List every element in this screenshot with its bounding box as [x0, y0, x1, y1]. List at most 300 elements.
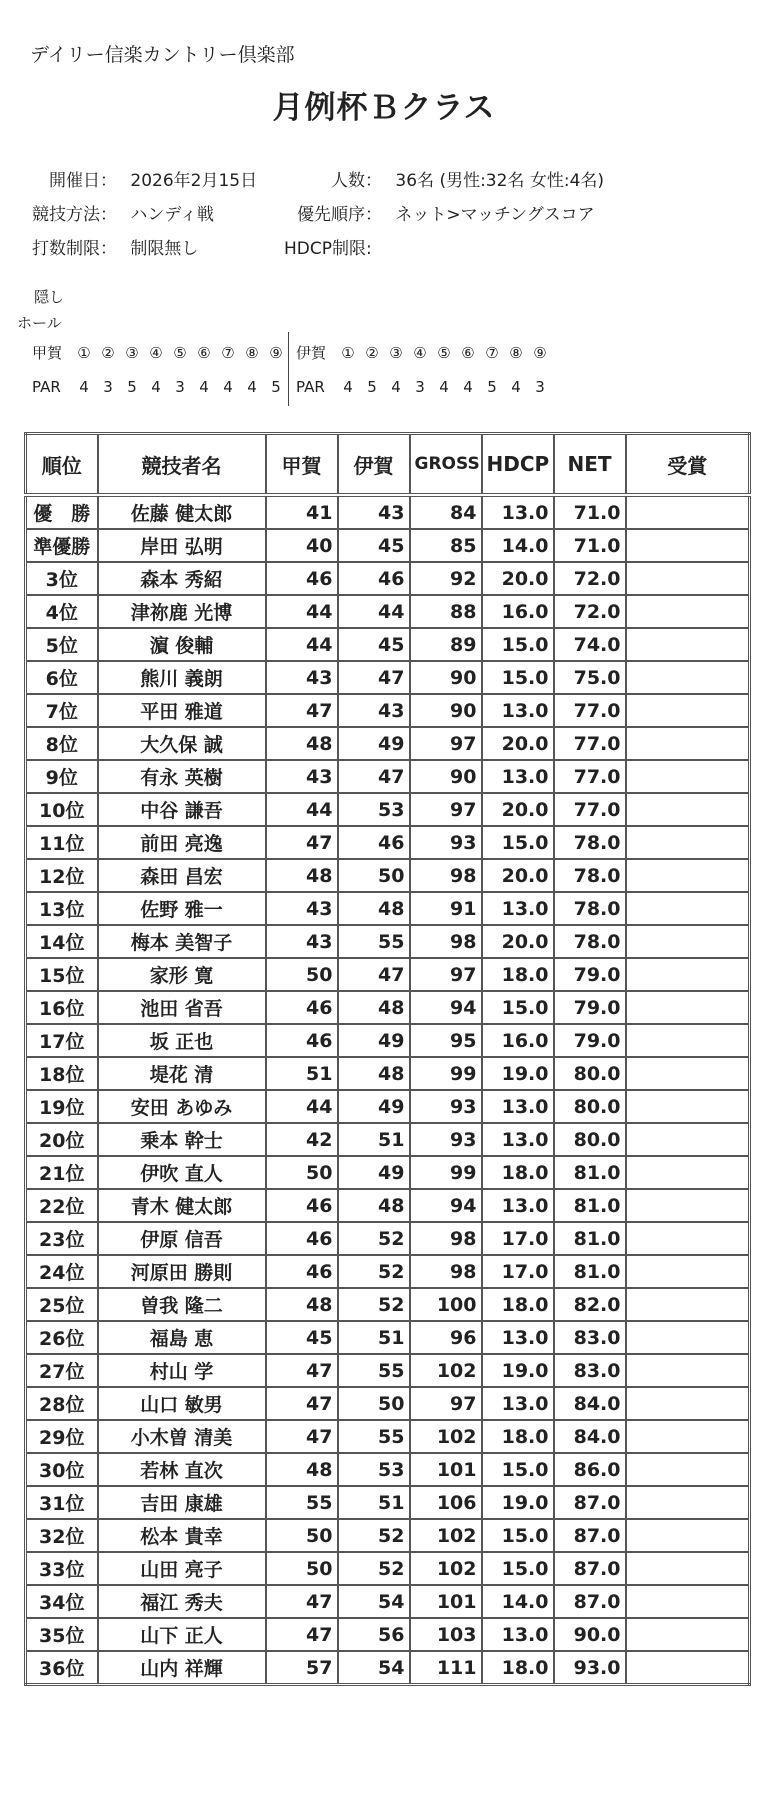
net-cell: 78.0 — [554, 892, 626, 925]
hole-cell: 5 — [271, 378, 281, 396]
award-cell — [626, 892, 750, 925]
award-cell — [626, 529, 750, 562]
in-score-cell: 48 — [338, 1189, 410, 1222]
name-cell: 吉田 康雄 — [98, 1486, 266, 1519]
in-score-cell: 51 — [338, 1123, 410, 1156]
net-cell: 81.0 — [554, 1255, 626, 1288]
par-label: PAR — [32, 378, 61, 396]
out-score-cell: 48 — [266, 727, 338, 760]
gross-cell: 98 — [410, 859, 482, 892]
net-cell: 71.0 — [554, 529, 626, 562]
hole-cell: ① — [341, 344, 355, 362]
net-cell: 87.0 — [554, 1486, 626, 1519]
header-out: 甲賀 — [266, 434, 338, 496]
header-rank: 順位 — [26, 434, 98, 496]
name-cell: 福島 恵 — [98, 1321, 266, 1354]
hole-cell: ⑥ — [197, 344, 211, 362]
in-score-cell: 52 — [338, 1255, 410, 1288]
in-score-cell: 51 — [338, 1486, 410, 1519]
rank-cell: 32位 — [26, 1519, 98, 1552]
rank-cell: 28位 — [26, 1387, 98, 1420]
award-cell — [626, 1585, 750, 1618]
net-cell: 80.0 — [554, 1057, 626, 1090]
gross-cell: 85 — [410, 529, 482, 562]
in-course-name: 伊賀 — [296, 344, 327, 362]
info-hdcp-limit — [284, 234, 372, 259]
in-score-cell: 51 — [338, 1321, 410, 1354]
hole-cell: 4 — [439, 378, 449, 396]
gross-cell: 92 — [410, 562, 482, 595]
results-table — [24, 432, 751, 1686]
net-cell: 79.0 — [554, 1024, 626, 1057]
award-cell — [626, 1090, 750, 1123]
table-row — [26, 1156, 750, 1189]
name-cell: 熊川 義朗 — [98, 661, 266, 694]
hole-cell: 4 — [343, 378, 353, 396]
rank-cell: 33位 — [26, 1552, 98, 1585]
table-row — [26, 1321, 750, 1354]
hdcp-cell: 13.0 — [482, 760, 554, 793]
table-row — [26, 1387, 750, 1420]
hdcp-cell: 13.0 — [482, 1618, 554, 1651]
net-cell: 78.0 — [554, 859, 626, 892]
out-score-cell: 48 — [266, 859, 338, 892]
hole-cell: 3 — [175, 378, 185, 396]
gross-cell: 93 — [410, 826, 482, 859]
method-value: ハンディ戦 — [130, 205, 215, 225]
table-row — [26, 495, 750, 529]
rank-cell: 22位 — [26, 1189, 98, 1222]
out-score-cell: 44 — [266, 1090, 338, 1123]
name-cell: 松本 貴幸 — [98, 1519, 266, 1552]
gross-cell: 93 — [410, 1090, 482, 1123]
rank-cell: 30位 — [26, 1453, 98, 1486]
in-score-cell: 49 — [338, 1156, 410, 1189]
in-score-cell: 45 — [338, 628, 410, 661]
hole-cell: ⑧ — [245, 344, 259, 362]
hole-cell: ⑦ — [485, 344, 499, 362]
rank-cell: 6位 — [26, 661, 98, 694]
rank-cell: 18位 — [26, 1057, 98, 1090]
gross-cell: 97 — [410, 727, 482, 760]
gross-cell: 101 — [410, 1585, 482, 1618]
out-score-cell: 47 — [266, 1354, 338, 1387]
hdcp-cell: 20.0 — [482, 859, 554, 892]
net-cell: 84.0 — [554, 1420, 626, 1453]
name-cell: 平田 雅道 — [98, 694, 266, 727]
hdcp-cell: 19.0 — [482, 1057, 554, 1090]
rank-cell: 34位 — [26, 1585, 98, 1618]
name-cell: 中谷 謙吾 — [98, 793, 266, 826]
award-cell — [626, 1024, 750, 1057]
out-score-cell: 50 — [266, 1552, 338, 1585]
hole-cell: ④ — [149, 344, 163, 362]
award-cell — [626, 1453, 750, 1486]
course-divider — [288, 332, 289, 406]
table-row — [26, 1651, 750, 1685]
in-score-cell: 52 — [338, 1519, 410, 1552]
limit-value: 制限無し — [130, 239, 199, 259]
out-score-cell: 51 — [266, 1057, 338, 1090]
name-cell: 曽我 隆二 — [98, 1288, 266, 1321]
gross-cell: 106 — [410, 1486, 482, 1519]
table-row — [26, 1288, 750, 1321]
hdcp-cell: 14.0 — [482, 1585, 554, 1618]
info-priority — [282, 200, 595, 225]
award-cell — [626, 1057, 750, 1090]
rank-cell: 9位 — [26, 760, 98, 793]
limit-label: 打数制限： — [32, 239, 117, 259]
out-score-cell: 42 — [266, 1123, 338, 1156]
net-cell: 81.0 — [554, 1189, 626, 1222]
name-cell: 坂 正也 — [98, 1024, 266, 1057]
name-cell: 池田 省吾 — [98, 991, 266, 1024]
table-row — [26, 892, 750, 925]
out-score-cell: 43 — [266, 925, 338, 958]
hdcp-cell: 13.0 — [482, 1123, 554, 1156]
name-cell: 佐野 雅一 — [98, 892, 266, 925]
hole-cell: 3 — [103, 378, 113, 396]
out-score-cell: 48 — [266, 1453, 338, 1486]
out-score-cell: 45 — [266, 1321, 338, 1354]
hdcp-cell: 18.0 — [482, 1288, 554, 1321]
rank-cell: 21位 — [26, 1156, 98, 1189]
out-score-cell: 47 — [266, 694, 338, 727]
out-score-cell: 47 — [266, 826, 338, 859]
table-row — [26, 727, 750, 760]
award-cell — [626, 727, 750, 760]
hdcp-cell: 16.0 — [482, 595, 554, 628]
table-row — [26, 694, 750, 727]
info-count — [282, 166, 604, 191]
award-cell — [626, 826, 750, 859]
par-label-in: PAR — [296, 378, 325, 396]
in-score-cell: 43 — [338, 694, 410, 727]
par-row-in — [296, 378, 552, 396]
hdcp-cell: 16.0 — [482, 1024, 554, 1057]
rank-cell: 27位 — [26, 1354, 98, 1387]
table-row — [26, 859, 750, 892]
name-cell: 岸田 弘明 — [98, 529, 266, 562]
gross-cell: 102 — [410, 1552, 482, 1585]
rank-cell: 36位 — [26, 1651, 98, 1685]
table-row — [26, 826, 750, 859]
in-score-cell: 50 — [338, 859, 410, 892]
out-score-cell: 50 — [266, 1156, 338, 1189]
table-row — [26, 1618, 750, 1651]
hole-cell: ⑧ — [509, 344, 523, 362]
rank-cell: 4位 — [26, 595, 98, 628]
net-cell: 77.0 — [554, 694, 626, 727]
method-label: 競技方法： — [32, 205, 117, 225]
hole-cell: ⑨ — [533, 344, 547, 362]
out-score-cell: 50 — [266, 958, 338, 991]
hole-cell: 5 — [127, 378, 137, 396]
rank-cell: 14位 — [26, 925, 98, 958]
name-cell: 福江 秀夫 — [98, 1585, 266, 1618]
award-cell — [626, 1321, 750, 1354]
rank-cell: 17位 — [26, 1024, 98, 1057]
out-score-cell: 46 — [266, 1024, 338, 1057]
gross-cell: 94 — [410, 991, 482, 1024]
in-score-cell: 52 — [338, 1222, 410, 1255]
award-cell — [626, 1156, 750, 1189]
in-score-cell: 54 — [338, 1585, 410, 1618]
hole-cell: ① — [77, 344, 91, 362]
net-cell: 87.0 — [554, 1552, 626, 1585]
hole-cell: ③ — [125, 344, 139, 362]
in-score-cell: 48 — [338, 892, 410, 925]
gross-cell: 98 — [410, 925, 482, 958]
table-row — [26, 562, 750, 595]
net-cell: 81.0 — [554, 1156, 626, 1189]
in-score-cell: 49 — [338, 1090, 410, 1123]
hole-cell: 5 — [367, 378, 377, 396]
award-cell — [626, 958, 750, 991]
name-cell: 伊原 信吾 — [98, 1222, 266, 1255]
in-score-cell: 49 — [338, 727, 410, 760]
in-score-cell: 52 — [338, 1288, 410, 1321]
name-cell: 河原田 勝則 — [98, 1255, 266, 1288]
hdcp-cell: 14.0 — [482, 529, 554, 562]
award-cell — [626, 1123, 750, 1156]
table-row — [26, 958, 750, 991]
hole-cell: 4 — [79, 378, 89, 396]
net-cell: 80.0 — [554, 1090, 626, 1123]
name-cell: 山田 亮子 — [98, 1552, 266, 1585]
out-score-cell: 55 — [266, 1486, 338, 1519]
hole-cell: ⑥ — [461, 344, 475, 362]
date-label: 開催日： — [49, 171, 117, 191]
gross-cell: 90 — [410, 661, 482, 694]
hole-cell: 4 — [199, 378, 209, 396]
name-cell: 山下 正人 — [98, 1618, 266, 1651]
hidden-holes-label-1: 隠し — [34, 288, 65, 306]
award-cell — [626, 991, 750, 1024]
hdcp-cell: 15.0 — [482, 1552, 554, 1585]
hdcp-cell: 18.0 — [482, 1420, 554, 1453]
net-cell: 90.0 — [554, 1618, 626, 1651]
out-score-cell: 46 — [266, 991, 338, 1024]
award-cell — [626, 1288, 750, 1321]
hole-cell: ② — [101, 344, 115, 362]
award-cell — [626, 628, 750, 661]
in-score-cell: 55 — [338, 1354, 410, 1387]
award-cell — [626, 1189, 750, 1222]
hole-cell: 4 — [247, 378, 257, 396]
out-score-cell: 47 — [266, 1387, 338, 1420]
gross-cell: 98 — [410, 1222, 482, 1255]
hole-cell: ⑤ — [173, 344, 187, 362]
header-award: 受賞 — [626, 434, 750, 496]
gross-cell: 100 — [410, 1288, 482, 1321]
gross-cell: 93 — [410, 1123, 482, 1156]
net-cell: 93.0 — [554, 1651, 626, 1685]
award-cell — [626, 694, 750, 727]
net-cell: 83.0 — [554, 1354, 626, 1387]
table-row — [26, 793, 750, 826]
hole-cell: 4 — [151, 378, 161, 396]
club-name: デイリー信楽カントリー倶楽部 — [30, 44, 295, 66]
out-score-cell: 46 — [266, 562, 338, 595]
hdcp-cell: 17.0 — [482, 1255, 554, 1288]
gross-cell: 102 — [410, 1420, 482, 1453]
out-score-cell: 43 — [266, 760, 338, 793]
out-score-cell: 40 — [266, 529, 338, 562]
out-score-cell: 57 — [266, 1651, 338, 1685]
name-cell: 濵 俊輔 — [98, 628, 266, 661]
info-limit — [24, 234, 198, 259]
out-score-cell: 43 — [266, 661, 338, 694]
gross-cell: 97 — [410, 958, 482, 991]
award-cell — [626, 562, 750, 595]
table-row — [26, 925, 750, 958]
net-cell: 83.0 — [554, 1321, 626, 1354]
name-cell: 佐藤 健太郎 — [98, 495, 266, 529]
table-row — [26, 1189, 750, 1222]
hdcp-cell: 19.0 — [482, 1486, 554, 1519]
hdcp-cell: 15.0 — [482, 628, 554, 661]
name-cell: 村山 学 — [98, 1354, 266, 1387]
header-net: NET — [554, 434, 626, 496]
net-cell: 82.0 — [554, 1288, 626, 1321]
award-cell — [626, 661, 750, 694]
award-cell — [626, 1387, 750, 1420]
hdcp-cell: 17.0 — [482, 1222, 554, 1255]
table-row — [26, 628, 750, 661]
rank-cell: 26位 — [26, 1321, 98, 1354]
gross-cell: 90 — [410, 760, 482, 793]
hdcp-cell: 13.0 — [482, 892, 554, 925]
rank-cell: 10位 — [26, 793, 98, 826]
award-cell — [626, 1552, 750, 1585]
rank-cell: 15位 — [26, 958, 98, 991]
out-score-cell: 47 — [266, 1585, 338, 1618]
gross-cell: 95 — [410, 1024, 482, 1057]
hdcp-cell: 13.0 — [482, 694, 554, 727]
rank-cell: 11位 — [26, 826, 98, 859]
table-row — [26, 760, 750, 793]
net-cell: 79.0 — [554, 958, 626, 991]
hdcp-cell: 15.0 — [482, 1519, 554, 1552]
table-row — [26, 1090, 750, 1123]
hdcp-cell: 18.0 — [482, 1156, 554, 1189]
hole-cell: 4 — [223, 378, 233, 396]
count-label: 人数： — [331, 171, 382, 191]
hole-cell: 5 — [487, 378, 497, 396]
in-score-cell: 45 — [338, 529, 410, 562]
header-in: 伊賀 — [338, 434, 410, 496]
name-cell: 山口 敏男 — [98, 1387, 266, 1420]
out-score-cell: 47 — [266, 1420, 338, 1453]
rank-cell: 7位 — [26, 694, 98, 727]
out-score-cell: 47 — [266, 1618, 338, 1651]
name-cell: 森本 秀紹 — [98, 562, 266, 595]
hole-cell: ④ — [413, 344, 427, 362]
in-score-cell: 48 — [338, 1057, 410, 1090]
in-score-cell: 54 — [338, 1651, 410, 1685]
gross-cell: 91 — [410, 892, 482, 925]
hdcp-cell: 13.0 — [482, 495, 554, 529]
in-score-cell: 55 — [338, 1420, 410, 1453]
award-cell — [626, 1618, 750, 1651]
table-row — [26, 661, 750, 694]
info-method — [24, 200, 214, 225]
hdcp-cell: 19.0 — [482, 1354, 554, 1387]
name-cell: 安田 あゆみ — [98, 1090, 266, 1123]
gross-cell: 103 — [410, 1618, 482, 1651]
rank-cell: 20位 — [26, 1123, 98, 1156]
hdcp-cell: 20.0 — [482, 925, 554, 958]
page-title: 月例杯Ｂクラス — [272, 90, 496, 126]
gross-cell: 88 — [410, 595, 482, 628]
rank-cell: 25位 — [26, 1288, 98, 1321]
par-row — [32, 378, 288, 396]
in-score-cell: 47 — [338, 760, 410, 793]
name-cell: 有永 英樹 — [98, 760, 266, 793]
table-row — [26, 1354, 750, 1387]
rank-cell: 23位 — [26, 1222, 98, 1255]
award-cell — [626, 495, 750, 529]
priority-label: 優先順序： — [297, 205, 382, 225]
hdcp-cell: 13.0 — [482, 1387, 554, 1420]
in-score-cell: 47 — [338, 958, 410, 991]
table-row — [26, 595, 750, 628]
name-cell: 小木曽 清美 — [98, 1420, 266, 1453]
award-cell — [626, 1651, 750, 1685]
net-cell: 74.0 — [554, 628, 626, 661]
hole-number-row-in — [296, 342, 552, 363]
in-score-cell: 47 — [338, 661, 410, 694]
hdcp-cell: 15.0 — [482, 991, 554, 1024]
gross-cell: 97 — [410, 793, 482, 826]
net-cell: 79.0 — [554, 991, 626, 1024]
hdcp-cell: 20.0 — [482, 562, 554, 595]
table-row — [26, 1585, 750, 1618]
award-cell — [626, 1255, 750, 1288]
name-cell: 森田 昌宏 — [98, 859, 266, 892]
award-cell — [626, 793, 750, 826]
gross-cell: 99 — [410, 1057, 482, 1090]
hidden-holes-label-2: ホール — [17, 314, 62, 332]
name-cell: 津祢鹿 光博 — [98, 595, 266, 628]
gross-cell: 90 — [410, 694, 482, 727]
hdcp-cell: 15.0 — [482, 826, 554, 859]
hole-cell: ⑨ — [269, 344, 283, 362]
info-date — [24, 166, 257, 191]
header-gross: GROSS — [410, 434, 482, 496]
in-score-cell: 44 — [338, 595, 410, 628]
hdcp-cell: 13.0 — [482, 1189, 554, 1222]
award-cell — [626, 1519, 750, 1552]
count-value: 36名 (男性:32名 女性:4名) — [395, 171, 605, 191]
out-score-cell: 50 — [266, 1519, 338, 1552]
out-score-cell: 43 — [266, 892, 338, 925]
net-cell: 86.0 — [554, 1453, 626, 1486]
net-cell: 77.0 — [554, 793, 626, 826]
hole-cell: ⑤ — [437, 344, 451, 362]
hole-cell: ② — [365, 344, 379, 362]
name-cell: 梅本 美智子 — [98, 925, 266, 958]
rank-cell: 31位 — [26, 1486, 98, 1519]
rank-cell: 13位 — [26, 892, 98, 925]
net-cell: 78.0 — [554, 826, 626, 859]
net-cell: 77.0 — [554, 760, 626, 793]
name-cell: 山内 祥輝 — [98, 1651, 266, 1685]
hole-cell: 4 — [463, 378, 473, 396]
gross-cell: 102 — [410, 1354, 482, 1387]
hole-cell: ⑦ — [221, 344, 235, 362]
